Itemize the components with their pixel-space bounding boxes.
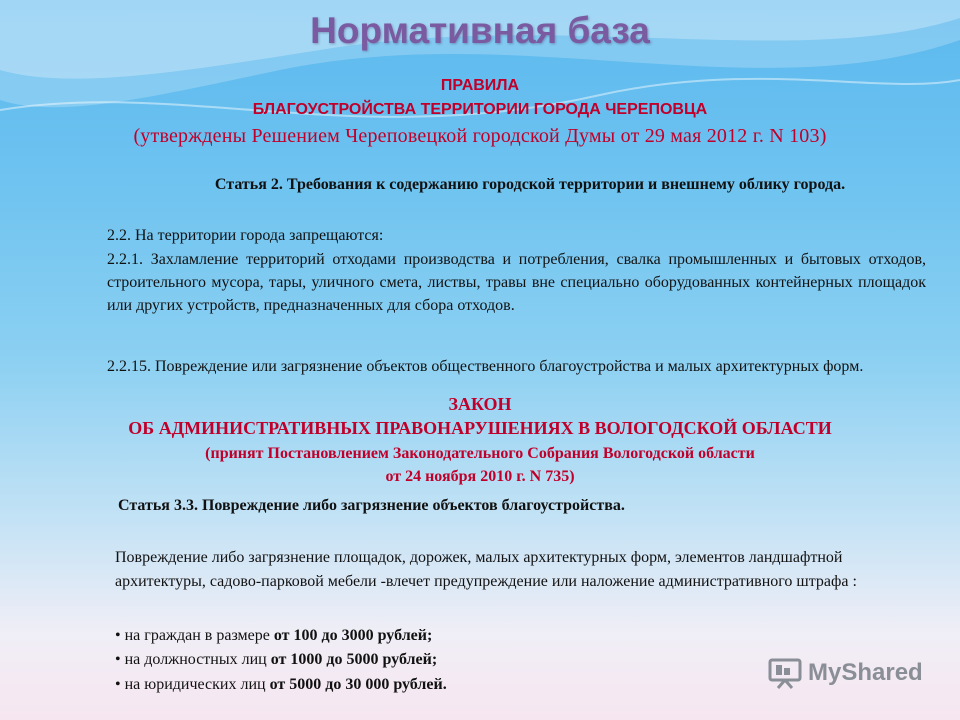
rules-subheading: БЛАГОУСТРОЙСТВА ТЕРРИТОРИИ ГОРОДА ЧЕРЕПОВЦА [252,101,708,118]
paragraph-2-2-1: 2.2.1. Захламление территорий отходами производства и потребления, свалка промышленных и бытовых отходов, строительного мусора, тары, уличного смета, листвы, травы вне специально оборудованных контейнерных площадок или других устройств, предназначенных для сбора отходов. [107,251,926,314]
article-2-title: Статья 2. Требования к содержанию городской территории и внешнему облику города. [214,176,846,193]
page-title: Нормативная база [310,10,650,51]
rules-heading: ПРАВИЛА [440,77,520,94]
fine-citizens-amount: от 100 до 3000 рублей; [273,627,433,644]
law-adopted-note-line2: от 24 ноября 2010 г. N 735) [385,468,575,485]
fine-officials-amount: от 1000 до 5000 рублей; [270,651,438,668]
paragraph-2-2: 2.2. На территории города запрещаются: [107,227,384,244]
article-3-3-body: Повреждение либо загрязнение площадок, дорожек, малых архитектурных форм, элементов ландшафтной архитектуры, садово-парковой мебели -влечет предупреждение или наложение административного штрафа : [115,549,857,590]
presentation-icon [768,657,802,689]
watermark-text: MyShared [808,659,923,686]
law-subheading: ОБ АДМИНИСТРАТИВНЫХ ПРАВОНАРУШЕНИЯХ В ВОЛОГОДСКОЙ ОБЛАСТИ [128,418,832,438]
fine-legal-entities-label: • на юридических лиц [115,676,270,693]
watermark-logo [768,655,923,691]
paragraph-2-2-15: 2.2.15. Повреждение или загрязнение объектов общественного благоустройства и малых архитектурных форм. [107,358,864,375]
law-adopted-note-line1: (принят Постановлением Законодательного Собрания Вологодской области [205,445,755,462]
fine-citizens [115,624,935,648]
rules-approved-note: (утверждены Решением Череповецкой городской Думы от 29 мая 2012 г. N 103) [133,125,827,147]
law-heading: ЗАКОН [448,394,512,414]
fine-officials-label: • на должностных лиц [115,651,271,668]
fine-citizens-label: • на граждан в размере [115,627,274,644]
article-3-3-title: Статья 3.3. Повреждение либо загрязнение объектов благоустройства. [118,497,625,514]
fine-legal-entities-amount: от 5000 до 30 000 рублей. [269,676,447,693]
